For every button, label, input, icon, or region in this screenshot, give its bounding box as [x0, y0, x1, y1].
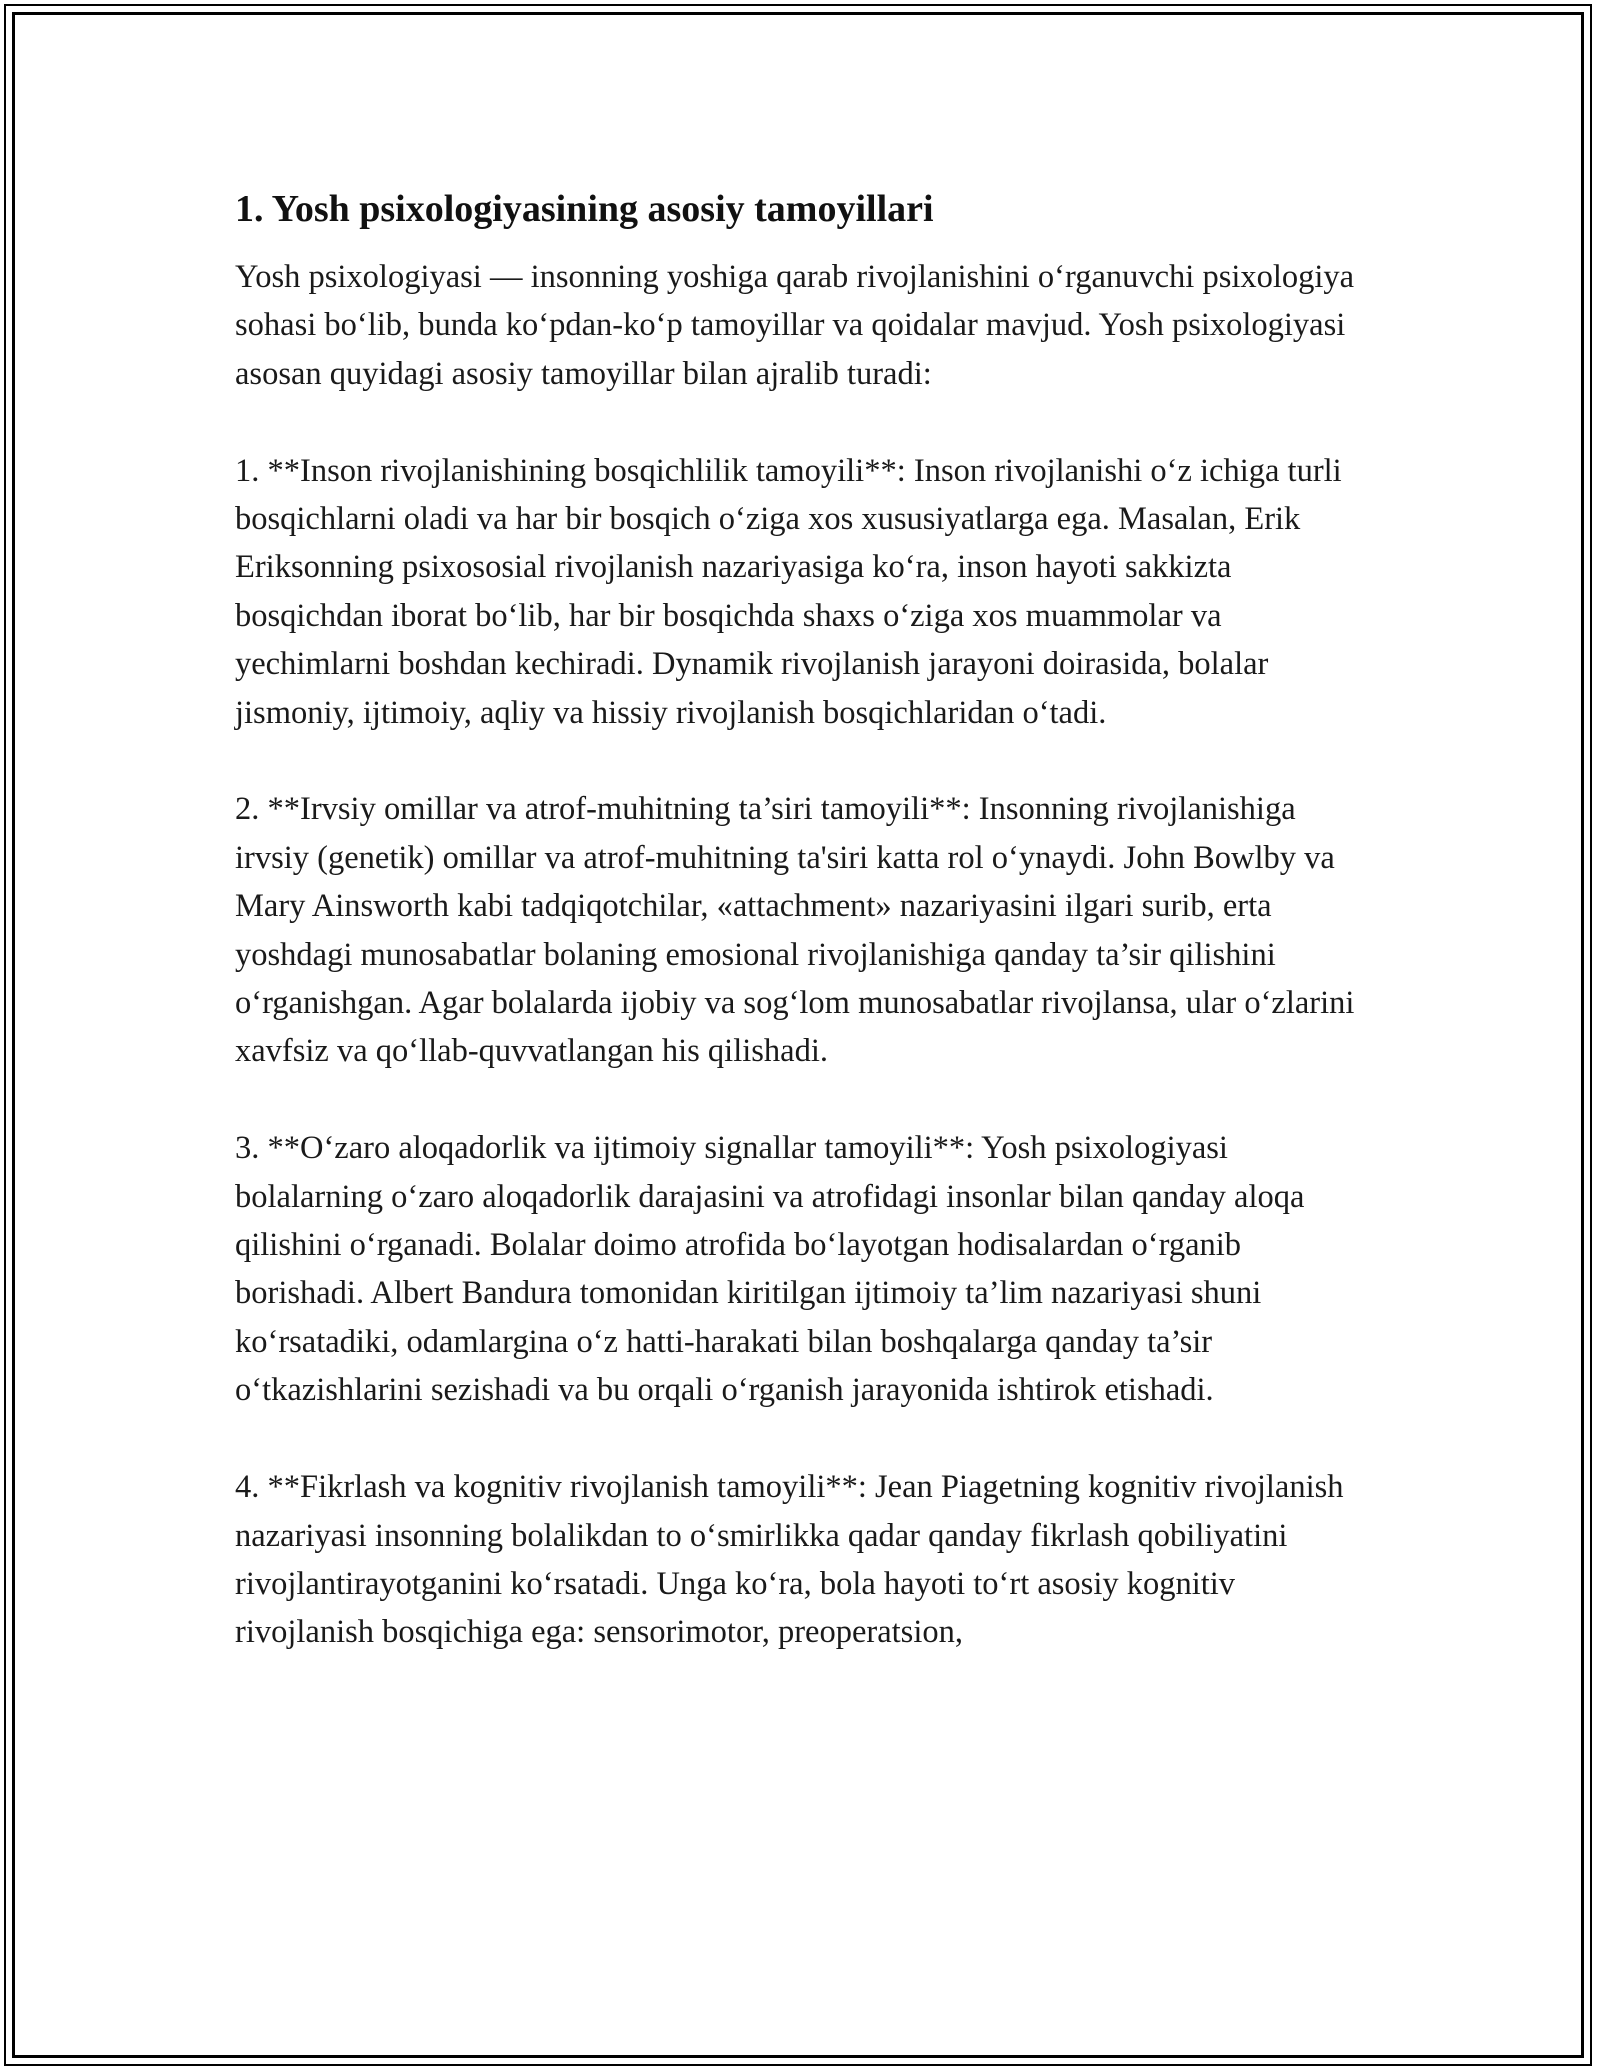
principle-4-paragraph: 4. **Fikrlash va kognitiv rivojlanish tamoyili**: Jean Piagetning kognitiv rivojlanish nazariyasi insonning bolalikdan to o‘smirlikka qadar qanday fikrlash qobiliyatini rivojlantirayotganini ko‘rsatadi. Unga ko‘ra, bola hayoti to‘rt asosiy kognitiv rivojlanish bosqichiga ega: sensorimotor, preoperatsion, — [235, 1469, 1344, 1651]
principle-1-paragraph: 1. **Inson rivojlanishining bosqichlilik tamoyili**: Inson rivojlanishi o‘z ichiga turli bosqichlarni oladi va har bir bosqich o‘ziga xos xususiyatlarga ega. Masalan, Erik Eriksonning psixososial rivojlanish nazariyasiga ko‘ra, inson hayoti sakkizta bosqichdan iborat bo‘lib, har bir bosqichda shaxs o‘ziga xos muammolar va yechimlarni boshdan kechiradi. Dynamik rivojlanish jarayoni doirasida, bolalar jismoniy, ijtimoiy, aqliy va hissiy rivojlanish bosqichlaridan o‘tadi. — [235, 452, 1342, 731]
document-body — [235, 185, 1370, 1705]
principle-2-paragraph: 2. **Irvsiy omillar va atrof-muhitning ta’siri tamoyili**: Insonning rivojlanishiga irvsiy (genetik) omillar va atrof-muhitning ta'siri katta rol o‘ynaydi. John Bowlby va Mary Ainsworth kabi tadqiqotchilar, «attachment» nazariyasini ilgari surib, erta yoshdagi munosabatlar bolaning emosional rivojlanishiga qanday ta’sir qilishini o‘rganishgan. Agar bolalarda ijobiy va sog‘lom munosabatlar rivojlansa, ular o‘zlarini xavfsiz va qo‘llab-quvvatlangan his qilishadi. — [235, 791, 1355, 1070]
document-heading: 1. Yosh psixologiyasining asosiy tamoyillari — [235, 188, 934, 230]
principle-3-paragraph: 3. **O‘zaro aloqadorlik va ijtimoiy signallar tamoyili**: Yosh psixologiyasi bolalarning o‘zaro aloqadorlik darajasini va atrofidagi insonlar bilan qanday aloqa qilishini o‘rganadi. Bolalar doimo atrofida bo‘layotgan hodisalardan o‘rganib borishadi. Albert Bandura tomonidan kiritilgan ijtimoiy ta’lim nazariyasi shuni ko‘rsatadiki, odamlargina o‘z hatti-harakati bilan boshqalarga qanday ta’sir o‘tkazishlarini sezishadi va bu orqali o‘rganish jarayonida ishtirok etishadi. — [235, 1130, 1305, 1409]
intro-paragraph: Yosh psixologiyasi — insonning yoshiga qarab rivojlanishini o‘rganuvchi psixologiya sohasi bo‘lib, bunda ko‘pdan-ko‘p tamoyillar va qoidalar mavjud. Yosh psixologiyasi asosan quyidagi asosiy tamoyillar bilan ajralib turadi: — [235, 259, 1355, 392]
